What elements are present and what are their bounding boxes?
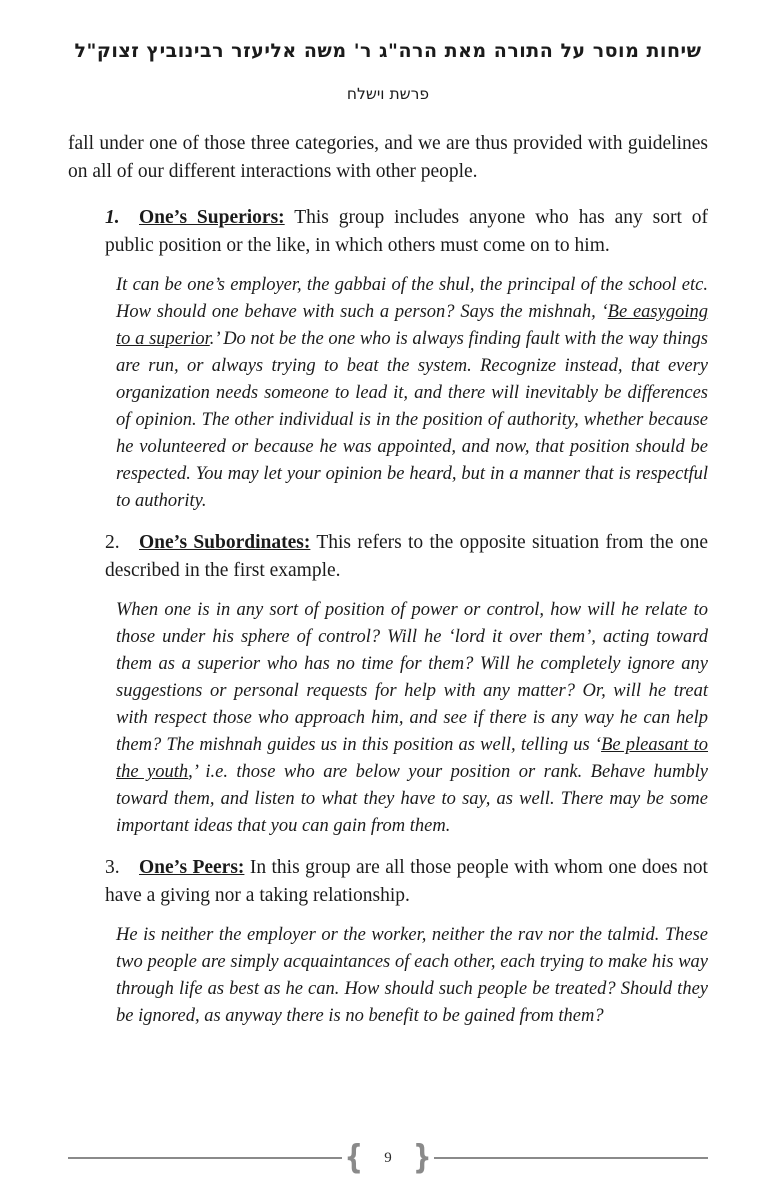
page-content <box>68 36 708 1044</box>
text-segment: He is neither the employer or the worker, neither the rav nor the talmid. These two people are simply acquaintances of each other, each trying to make his way through life as best as he can. How should such people be treated? Should they be ignored, as anyway there is no benefit to be gained from them? <box>116 925 708 1026</box>
text-segment: fall under one of those three categories, and we are thus provided with guidelines on all of our different interactions with other people. <box>68 133 708 182</box>
text-segment: This refers to the opposite situation from the one described in the first example. <box>105 532 708 581</box>
quote-paragraph <box>116 597 708 840</box>
right-bracket-icon: } <box>413 1139 432 1177</box>
list-number: 3. <box>105 857 120 878</box>
footer-rule-left <box>68 1157 342 1159</box>
text-segment: When one is in any sort of position of power or control, how will he relate to those under his sphere of control? Will he ‘lord it over them’, acting toward them as a superior who has no time for them? Will he completely ignore any suggestions or personal requests for help with any matter? Or, will he treat with respect those who approach him, and see if there is any way he can help them? The mishnah guides us in this position as well, telling us ‘ <box>116 600 708 755</box>
hebrew-subtitle-parsha: פרשת וישלח <box>346 85 430 103</box>
list-number: 2. <box>105 532 120 553</box>
quote-paragraph <box>116 272 708 515</box>
text-segment: It can be one’s employer, the gabbai of the shul, the principal of the school etc. How should one behave with such a person? Says the mishnah, ‘ <box>116 275 708 322</box>
text-segment: In this group are all those people with whom one does not have a giving nor a taking relationship. <box>105 857 708 906</box>
text-segment: ,’ i.e. those who are below your position or rank. Behave humbly toward them, and listen to what they have to say, as well. There may be some important ideas that you can gain from them. <box>116 762 708 836</box>
document-body <box>68 130 708 1030</box>
page-number: 9 <box>384 1149 392 1166</box>
text-segment: This group includes anyone who has any sort of public position or the like, in which others must come on to him. <box>105 207 709 256</box>
text-segment: One’s Superiors: <box>139 207 285 228</box>
footer-rule-right <box>434 1157 708 1159</box>
list-number: 1. <box>105 207 120 228</box>
list-paragraph <box>105 529 708 585</box>
text-segment: .’ Do not be the one who is always finding fault with the way things are run, or always trying to beat the system. Recognize instead, that every organization needs someone to lead it, and there will inevitably be differences of opinion. The other individual is in the position of authority, whether because he volunteered or because he was appointed, and now, that position should be respected. You may let your opinion be heard, but in a manner that is respectful to authority. <box>116 329 708 511</box>
text-segment: One’s Peers: <box>139 857 245 878</box>
list-paragraph <box>105 854 708 910</box>
left-bracket-icon: { <box>344 1139 363 1177</box>
text-segment: Be pleasant to the youth <box>116 735 709 782</box>
hebrew-title: שיחות מוסר על התורה מאת הרה"ג ר' משה אליעזר רבינוביץ זצוק"ל <box>74 40 702 62</box>
list-paragraph <box>105 204 708 260</box>
body-paragraph <box>68 130 708 186</box>
text-segment: One’s Subordinates: <box>139 532 311 553</box>
page-footer <box>68 1138 708 1178</box>
quote-paragraph <box>116 922 708 1030</box>
text-segment: Be easygoing to a superior <box>116 302 708 349</box>
